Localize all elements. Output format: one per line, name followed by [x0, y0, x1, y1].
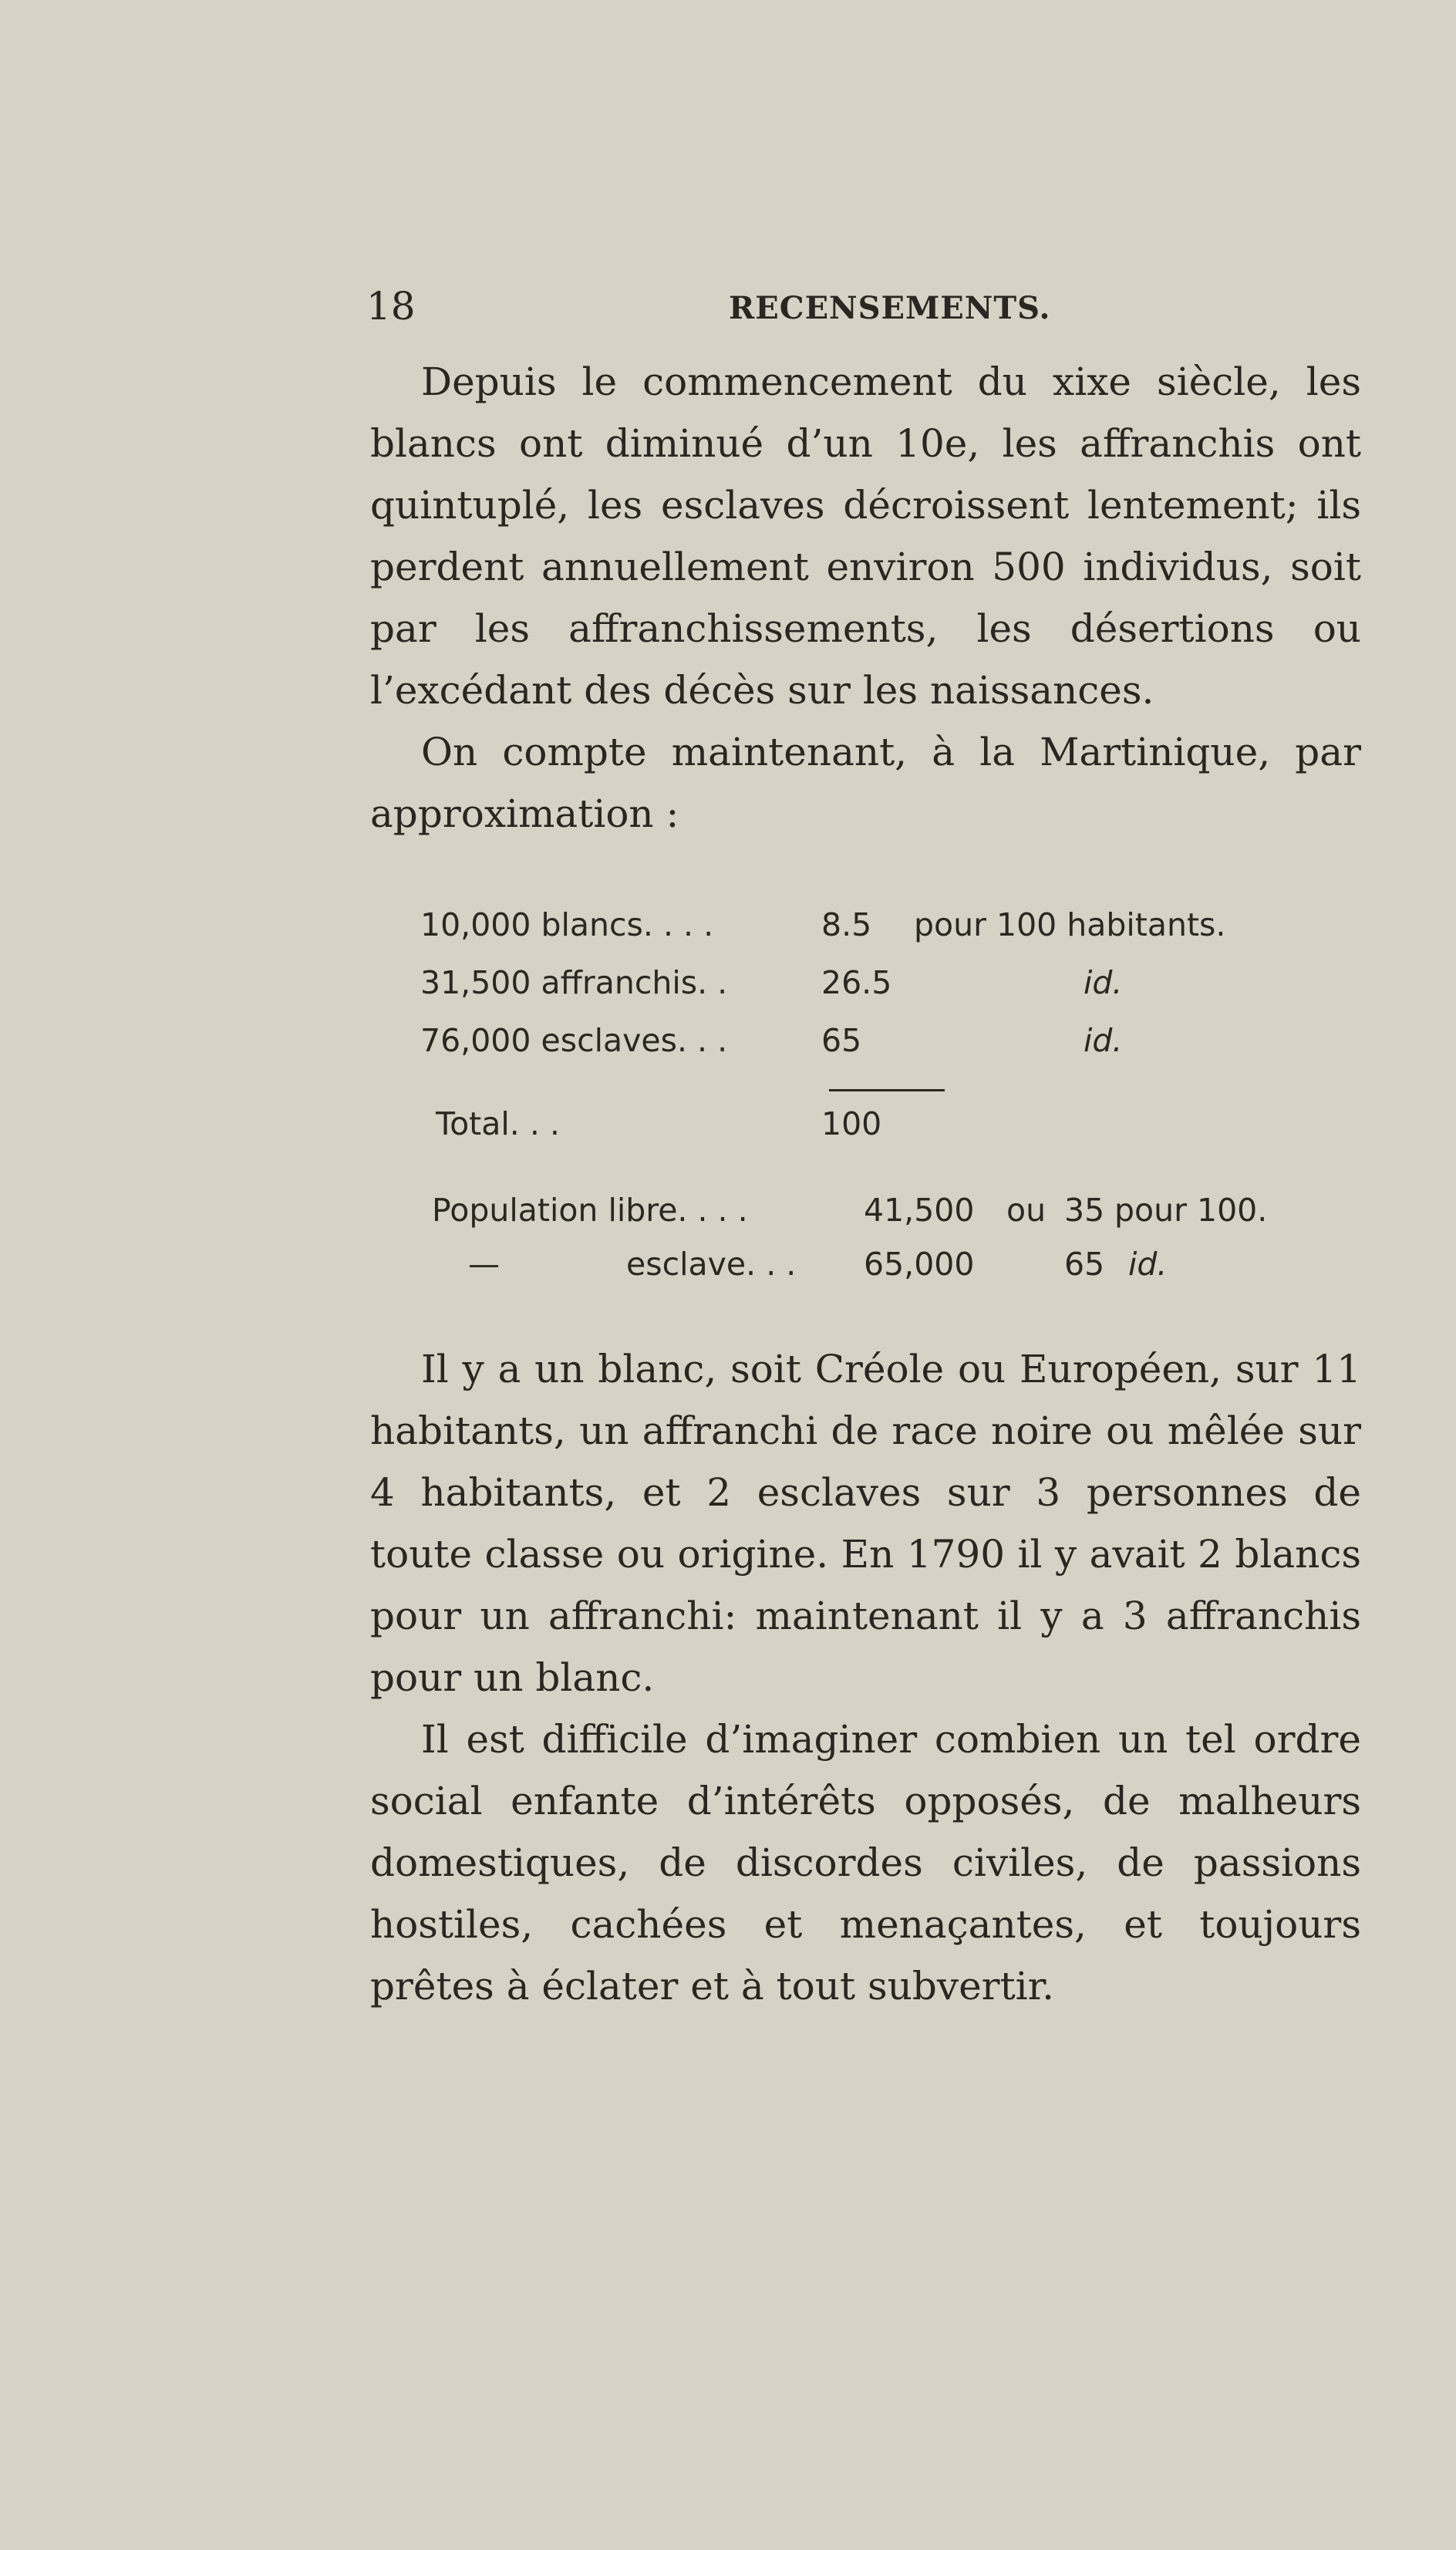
row-label: 31,500 affranchis. . — [420, 964, 728, 1001]
population-pour: pour 100. — [1114, 1192, 1268, 1229]
row-label: 76,000 esclaves. . . — [420, 1022, 728, 1059]
row-pour: pour 100 habitants. — [914, 906, 1226, 943]
total-label: Total. . . — [436, 1105, 560, 1142]
page-number: 18 — [366, 284, 416, 329]
population-label: Population libre. . . . — [432, 1192, 748, 1229]
population-row-libre — [420, 1192, 1361, 1238]
running-title: RECENSEMENTS. — [729, 290, 1051, 326]
population-idem: id. — [1128, 1246, 1168, 1283]
population-percent: 35 — [1064, 1192, 1105, 1229]
row-label: 10,000 blancs. . . . — [420, 906, 714, 943]
population-label: esclave. . . — [626, 1246, 797, 1283]
row-value: 8.5 — [821, 906, 872, 943]
total-value: 100 — [821, 1105, 882, 1142]
row-idem: id. — [1084, 1022, 1123, 1059]
population-percent: 65 — [1064, 1246, 1105, 1283]
population-row-esclave — [420, 1246, 1361, 1292]
row-value: 65 — [821, 1022, 862, 1059]
row-value: 26.5 — [821, 964, 892, 1001]
population-number: 41,500 — [864, 1192, 975, 1229]
table-row — [420, 964, 1361, 1010]
paragraph-decline: Depuis le commencement du xixe siècle, les blancs ont diminué d’un 10e, les affranchis ont quintuplé, les esclaves décroissent lentement; ils perdent annuellement environ 500 individus, soit par les affranchissements, les désertions ou l’excédant des décès sur les naissances. — [370, 359, 1361, 713]
page-header — [366, 284, 1369, 338]
ditto-dash: — — [468, 1246, 500, 1283]
table-row — [420, 906, 1361, 953]
population-number: 65,000 — [864, 1246, 975, 1283]
paragraph-approximation: On compte maintenant, à la Martinique, par approximation : — [370, 730, 1361, 836]
table-row — [420, 1022, 1361, 1068]
total-row — [420, 1105, 1361, 1152]
total-rule — [829, 1089, 945, 1091]
population-ou: ou — [1006, 1192, 1046, 1229]
paragraph-ratios: Il y a un blanc, soit Créole ou Européen, sur 11 habitants, un affranchi de race noire ou mêlée sur 4 habitants, et 2 esclaves sur 3 personnes de toute classe ou origine. En 1790 il y avait 2 blancs pour un affranchi: maintenant il y a 3 affranchis pour un blanc. — [370, 1347, 1361, 1700]
row-idem: id. — [1084, 964, 1123, 1001]
paragraph-social-order: Il est difficile d’imaginer combien un tel ordre social enfante d’intérêts opposés, de malheurs domestiques, de discordes civiles, de passions hostiles, cachées et menaçantes, et toujours prêtes à éclater et à tout subvertir. — [370, 1717, 1361, 2009]
